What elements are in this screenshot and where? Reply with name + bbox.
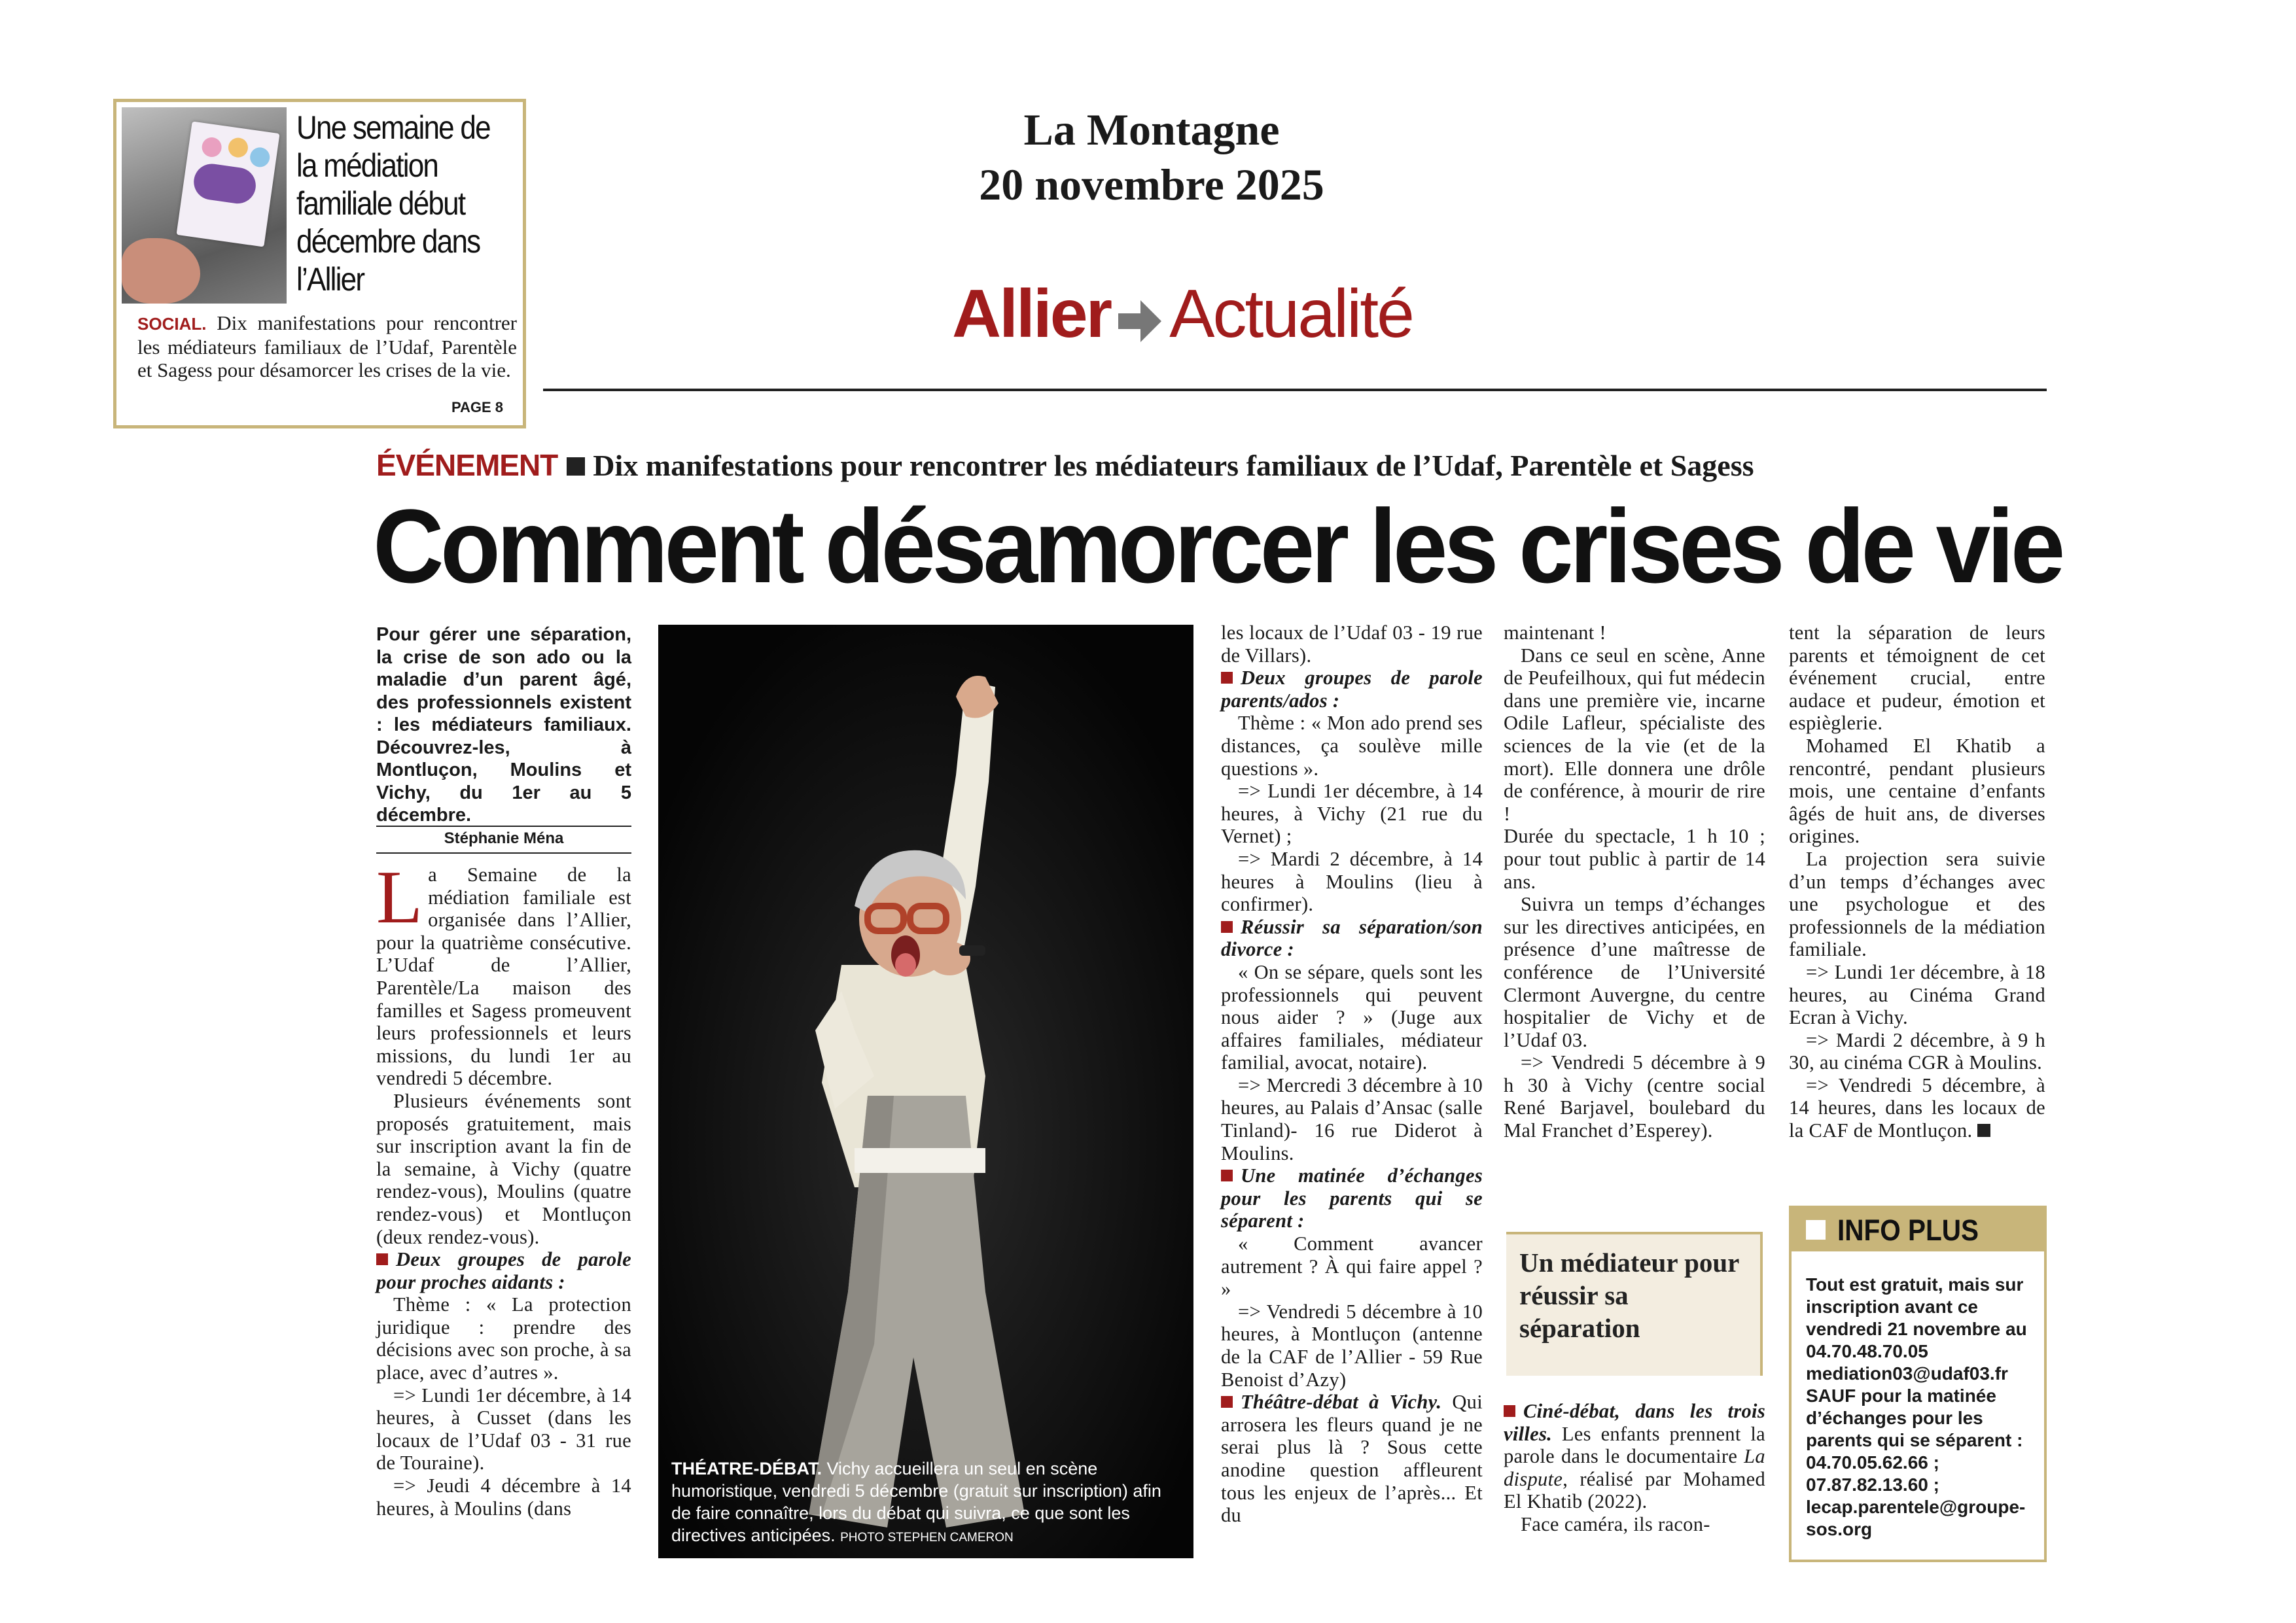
arrow-right-icon (1118, 283, 1161, 355)
caption-label: THÉATRE-DÉBAT. (671, 1459, 822, 1478)
paragraph: Thème : « La protection juridique : prendre des décisions avec son proche, à sa place, avec d’autres ». (376, 1293, 631, 1384)
section-subname: Actualité (1169, 276, 1413, 352)
paragraph: Dans ce seul en scène, Anne de Peufeilhoux, qui fut médecin dans une première vie, incarne Odile Lafleur, spécialiste des sciences de la vie (et de la mort). Elle donnera une drôle de conférence, à mourir de rire ! (1504, 644, 1765, 825)
pull-quote-text: Un médiateur pour réussir sa séparation (1519, 1248, 1739, 1343)
subheading: Réussir sa séparation/son divorce : (1221, 915, 1483, 961)
article-kicker (376, 447, 1754, 484)
info-text: Tout est gratuit, mais sur inscription avant ce vendredi 21 novembre au 04.70.48.70.05 mediation03@udaf03.fr SAUF pour la matinée d’échanges pour les parents qui se séparent : 04.70.05.62.66 ; 07.87.82.13.60 ; lecap.parentele@groupe-sos.org (1806, 1274, 2027, 1539)
pull-quote (1506, 1232, 1763, 1376)
header-divider (543, 389, 2047, 391)
photo-caption (671, 1457, 1182, 1549)
info-box (1789, 1206, 2047, 1562)
byline-divider (376, 852, 631, 854)
paragraph: Théâtre-débat à Vichy. Qui arrosera les fleurs quand je ne serai plus là ? Sous cette anodine question affleurent tous les enjeux de l’après... Et du (1221, 1391, 1483, 1527)
paragraph: => Jeudi 4 décembre à 14 heures, à Moulins (dans (376, 1475, 631, 1520)
article-headline: Comment désamorcer les crises de vie (373, 487, 2062, 604)
caption-text: Vichy accueillera un seul en scène humoristique, vendredi 5 décembre (gratuit sur inscription) afin de faire connaître, lors du débat qui suivra, ce que sont les directives anticipées. (671, 1459, 1161, 1545)
photo-credit: PHOTO STEPHEN CAMERON (840, 1531, 1014, 1544)
paragraph: Durée du spectacle, 1 h 10 ; pour tout public à partir de 14 ans. (1504, 825, 1765, 893)
paragraph: => Vendredi 5 décembre, à 14 heures, dans les locaux de la CAF de Montluçon. (1789, 1073, 2045, 1142)
teaser-box (113, 99, 526, 428)
section-name: Allier (952, 276, 1111, 352)
performer-image (658, 625, 1193, 1558)
section-header (952, 278, 1413, 355)
hand-image (122, 238, 200, 304)
article-column-3 (1221, 621, 1483, 1527)
paragraph: Mohamed El Khatib a rencontré, pendant plusieurs mois, une centaine d’enfants âgés de huit ans, de diverses origines. (1789, 734, 2045, 848)
article-column-5 (1789, 621, 2045, 1142)
subheading: Deux groupes de parole parents/ados : (1221, 667, 1483, 712)
paragraph: les locaux de l’Udaf 03 - 19 rue de Villars). (1221, 621, 1483, 667)
teaser-photo (122, 107, 287, 304)
paragraph: Plusieurs événements sont proposés gratuitement, mais sur inscription avant la fin de la semaine, à Vichy (quatre rendez-vous), Moulins (quatre rendez-vous) et Montluçon (deux rendez-vous). (376, 1089, 631, 1248)
end-mark-icon (1977, 1124, 1990, 1137)
square-icon (1806, 1220, 1826, 1240)
info-title: INFO PLUS (1837, 1213, 1979, 1247)
article-column-4-continued (1504, 1400, 1765, 1536)
teaser-kicker: SOCIAL. (137, 314, 207, 334)
paragraph: Ciné-débat, dans les trois villes. Les enfants prennent la parole dans le documentaire La dispute, réalisé par Mohamed El Khatib (2022). (1504, 1400, 1765, 1513)
paragraph: => Vendredi 5 décembre à 9 h 30 à Vichy (centre social René Barjavel, boulebard du Mal Franchet d’Esperey). (1504, 1051, 1765, 1142)
byline-divider (376, 826, 631, 827)
teaser-page-ref[interactable]: PAGE 8 (451, 399, 503, 415)
kicker-label: ÉVÉNEMENT (376, 448, 558, 482)
paragraph: => Lundi 1er décembre, à 14 heures, à Vichy (21 rue du Vernet) ; (1221, 780, 1483, 848)
paragraph: La Semaine de la médiation familiale est organisée dans l’Allier, pour la quatrième consécutive. L’Udaf de l’Allier, Parentèle/La maison des familles et Sagess promeuvent leurs professionnels et leurs missions, du lundi 1er au vendredi 5 décembre. (376, 856, 631, 1090)
info-header (1792, 1208, 2044, 1251)
drop-cap: L (376, 856, 423, 939)
paragraph: Suivra un temps d’échanges sur les directives anticipées, en présence d’une maîtresse de conférence de l’Université Clermont Auvergne, du centre hospitalier de Vichy et de l’Udaf 03. (1504, 893, 1765, 1051)
paragraph: Face caméra, ils racon- (1521, 1512, 1710, 1535)
teaser-text (137, 311, 517, 381)
paragraph: => Mardi 2 décembre, à 9 h 30, au cinéma CGR à Moulins. (1789, 1028, 2045, 1074)
paragraph: La projection sera suivie d’un temps d’échanges avec une psychologue et des professionnels de la médiation familiale. (1789, 847, 2045, 961)
paragraph: Thème : « Mon ado prend ses distances, ça soulève mille questions ». (1221, 712, 1483, 780)
square-bullet-icon (567, 457, 585, 476)
article-column-4 (1504, 621, 1765, 1142)
subheading: Une matinée d’échanges pour les parents qui se séparent : (1221, 1164, 1483, 1232)
paragraph: => Lundi 1er décembre, à 18 heures, au Cinéma Grand Ecran à Vichy. (1789, 960, 2045, 1029)
teaser-summary: Dix manifestations pour rencontrer les médiateurs familiaux de l’Udaf, Parentèle et Sagess pour désamorcer les crises de la vie. (137, 311, 517, 381)
kicker-text: Dix manifestations pour rencontrer les médiateurs familiaux de l’Udaf, Parentèle et Sagess (593, 449, 1754, 482)
paragraph: => Mercredi 3 décembre à 10 heures, au Palais d’Ansac (salle Tinland)- 16 rue Diderot à Moulins. (1221, 1073, 1483, 1164)
publication-date: 20 novembre 2025 (979, 160, 1324, 209)
article-intro: Pour gérer une séparation, la crise de son ado ou la maladie d’un parent âgé, des professionnels existent : les médiateurs familiaux. Découvrez-les, à Montluçon, Moulins et Vichy, du 1er au 5 décembre. (376, 624, 631, 826)
paragraph: maintenant ! (1504, 621, 1606, 644)
article-byline: Stéphanie Ména (444, 829, 564, 847)
article-photo (658, 625, 1193, 1558)
leaflet-image (176, 121, 279, 247)
article-column-1 (376, 856, 631, 1520)
paragraph: tent la séparation de leurs parents et témoignent de cet événement crucial, entre audace et pudeur, émotion et espièglerie. (1789, 621, 2045, 735)
subheading: Deux groupes de parole pour proches aidants : (376, 1248, 631, 1293)
paragraph: « Comment avancer autrement ? À qui faire appel ? » (1221, 1232, 1483, 1300)
paragraph: => Vendredi 5 décembre à 10 heures, à Montluçon (antenne de la CAF de l’Allier - 59 Rue Benoist d’Azy) (1221, 1300, 1483, 1391)
teaser-title: Une semaine de la médiation familiale début décembre dans l’Allier (296, 109, 490, 298)
paragraph: => Lundi 1er décembre, à 14 heures, à Cusset (dans les locaux de l’Udaf 03 - 31 rue de Touraine). (376, 1384, 631, 1475)
publication-name: La Montagne (1023, 105, 1280, 154)
paragraph: « On se sépare, quels sont les professionnels qui peuvent nous aider ? » (Juge aux affaires familiales, médiateur familial, avocat, notaire). (1221, 960, 1483, 1074)
paragraph: => Mardi 2 décembre, à 14 heures à Moulins (lieu à confirmer). (1221, 847, 1483, 916)
